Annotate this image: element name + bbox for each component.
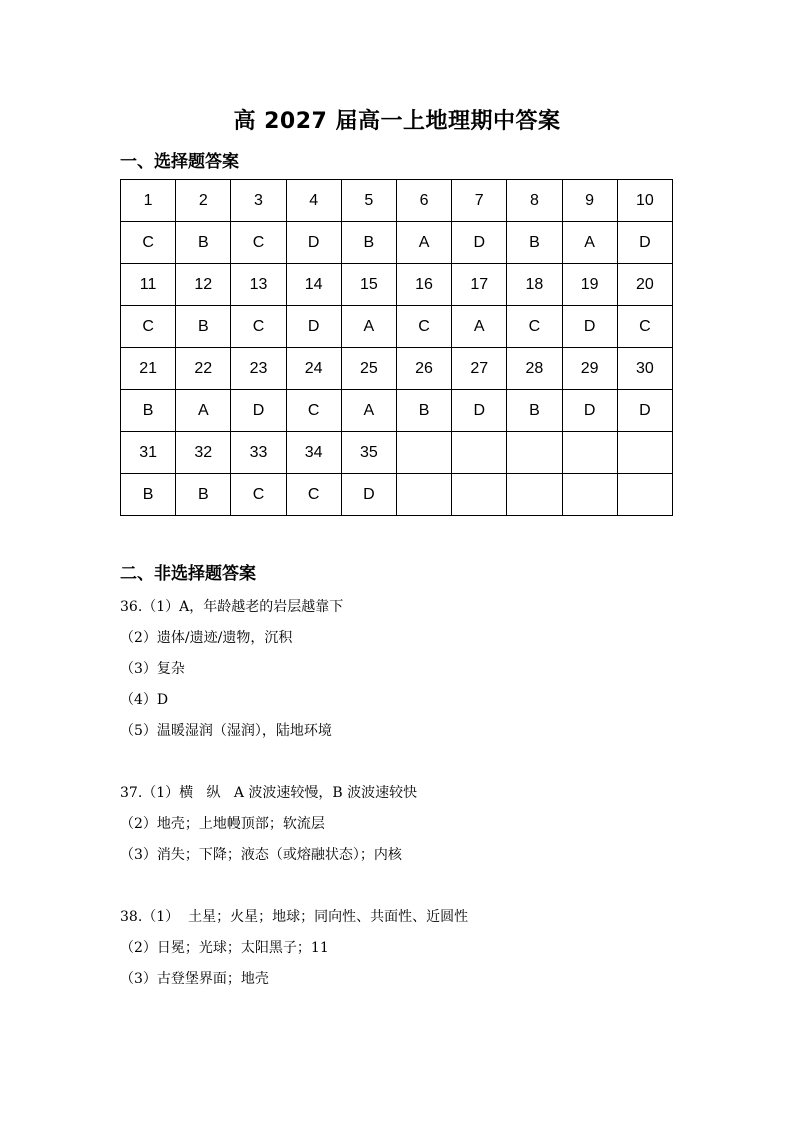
answer-line: （4）D — [120, 692, 169, 708]
question-number-cell: 12 — [176, 264, 231, 306]
answer-line: 38.（1） 土星；火星；地球；同向性、共面性、近圆性 — [120, 909, 469, 925]
question-number-cell: 28 — [507, 348, 562, 390]
question-number-cell — [562, 432, 617, 474]
answer-row — [121, 390, 673, 432]
question-number-cell: 4 — [286, 180, 341, 222]
question-number-cell: 7 — [452, 180, 507, 222]
section-heading-nonchoice: 二、非选择题答案 — [120, 564, 256, 584]
question-number-cell: 11 — [121, 264, 176, 306]
question-number-cell — [507, 432, 562, 474]
question-number-cell: 6 — [396, 180, 451, 222]
answer-cell: D — [286, 222, 341, 264]
question-number-cell: 17 — [452, 264, 507, 306]
question-number-cell: 23 — [231, 348, 286, 390]
answer-cell: B — [176, 474, 231, 516]
answer-cell: B — [507, 390, 562, 432]
answer-cell: A — [562, 222, 617, 264]
answer-cell: A — [452, 306, 507, 348]
answer-line: 36.（1）A，年龄越老的岩层越靠下 — [120, 599, 344, 615]
answer-cell: A — [396, 222, 451, 264]
question-number-cell: 26 — [396, 348, 451, 390]
answer-cell: D — [562, 306, 617, 348]
answer-line: 37.（1）横 纵 A 波波速较慢，B 波波速较快 — [120, 785, 418, 801]
question-number-cell: 15 — [341, 264, 396, 306]
answer-cell — [562, 474, 617, 516]
question-number-cell — [617, 432, 672, 474]
question-number-cell: 19 — [562, 264, 617, 306]
question-number-cell: 3 — [231, 180, 286, 222]
answer-line: （3）消失；下降；液态（或熔融状态）；内核 — [120, 847, 402, 863]
question-number-cell: 2 — [176, 180, 231, 222]
question-number-row — [121, 432, 673, 474]
spacer — [120, 747, 680, 778]
question-number-cell: 9 — [562, 180, 617, 222]
answer-line: （2）日冕；光球；太阳黑子；11 — [120, 940, 329, 956]
answer-cell: D — [617, 390, 672, 432]
answer-cell: D — [617, 222, 672, 264]
question-number-row — [121, 348, 673, 390]
answer-line: （3）古登堡界面；地壳 — [120, 971, 269, 987]
question-number-cell: 30 — [617, 348, 672, 390]
answer-row — [121, 474, 673, 516]
question-36-block — [120, 592, 680, 747]
question-number-cell: 29 — [562, 348, 617, 390]
answer-cell: C — [231, 474, 286, 516]
answer-cell: B — [121, 474, 176, 516]
question-number-cell: 8 — [507, 180, 562, 222]
question-37-block — [120, 778, 680, 871]
question-number-cell: 24 — [286, 348, 341, 390]
choice-answer-table — [120, 179, 673, 516]
answer-cell: B — [121, 390, 176, 432]
question-number-cell: 22 — [176, 348, 231, 390]
answer-cell: B — [396, 390, 451, 432]
answer-table-body — [121, 180, 673, 516]
nonchoice-answers — [120, 592, 680, 995]
question-number-cell: 5 — [341, 180, 396, 222]
section-heading-choice: 一、选择题答案 — [120, 152, 239, 172]
answer-cell: B — [507, 222, 562, 264]
spacer — [120, 871, 680, 902]
answer-cell: D — [452, 390, 507, 432]
answer-line: （5）温暖湿润（湿润），陆地环境 — [120, 723, 332, 739]
answer-row — [121, 222, 673, 264]
answer-cell: A — [176, 390, 231, 432]
answer-cell: B — [176, 306, 231, 348]
question-number-cell: 18 — [507, 264, 562, 306]
question-number-cell: 1 — [121, 180, 176, 222]
question-number-cell: 14 — [286, 264, 341, 306]
question-number-cell — [396, 432, 451, 474]
answer-cell: D — [562, 390, 617, 432]
answer-cell — [617, 474, 672, 516]
question-number-cell: 35 — [341, 432, 396, 474]
answer-cell: D — [286, 306, 341, 348]
question-number-cell: 32 — [176, 432, 231, 474]
question-number-cell: 27 — [452, 348, 507, 390]
question-number-cell: 31 — [121, 432, 176, 474]
answer-cell: C — [617, 306, 672, 348]
answer-cell: A — [341, 306, 396, 348]
question-number-cell: 25 — [341, 348, 396, 390]
question-number-cell: 13 — [231, 264, 286, 306]
answer-cell — [452, 474, 507, 516]
question-number-cell: 34 — [286, 432, 341, 474]
answer-line: （3）复杂 — [120, 661, 185, 677]
answer-cell: B — [341, 222, 396, 264]
question-number-cell: 10 — [617, 180, 672, 222]
question-38-block — [120, 902, 680, 995]
answer-cell: D — [231, 390, 286, 432]
answer-cell: C — [396, 306, 451, 348]
page-title: 高 2027 届高一上地理期中答案 — [233, 109, 561, 134]
answer-cell — [396, 474, 451, 516]
question-number-cell — [452, 432, 507, 474]
answer-cell: C — [286, 474, 341, 516]
question-number-cell: 21 — [121, 348, 176, 390]
answer-cell: D — [341, 474, 396, 516]
answer-cell: C — [121, 222, 176, 264]
question-number-row — [121, 180, 673, 222]
answer-cell: C — [121, 306, 176, 348]
answer-cell: C — [231, 222, 286, 264]
answer-cell: B — [176, 222, 231, 264]
question-number-cell: 16 — [396, 264, 451, 306]
question-number-cell: 20 — [617, 264, 672, 306]
answer-cell: D — [452, 222, 507, 264]
answer-cell: A — [341, 390, 396, 432]
question-number-cell: 33 — [231, 432, 286, 474]
answer-line: （2）遗体/遗迹/遗物，沉积 — [120, 630, 293, 646]
answer-row — [121, 306, 673, 348]
answer-line: （2）地壳；上地幔顶部；软流层 — [120, 816, 325, 832]
answer-cell: C — [507, 306, 562, 348]
answer-cell: C — [231, 306, 286, 348]
question-number-row — [121, 264, 673, 306]
answer-cell: C — [286, 390, 341, 432]
answer-cell — [507, 474, 562, 516]
